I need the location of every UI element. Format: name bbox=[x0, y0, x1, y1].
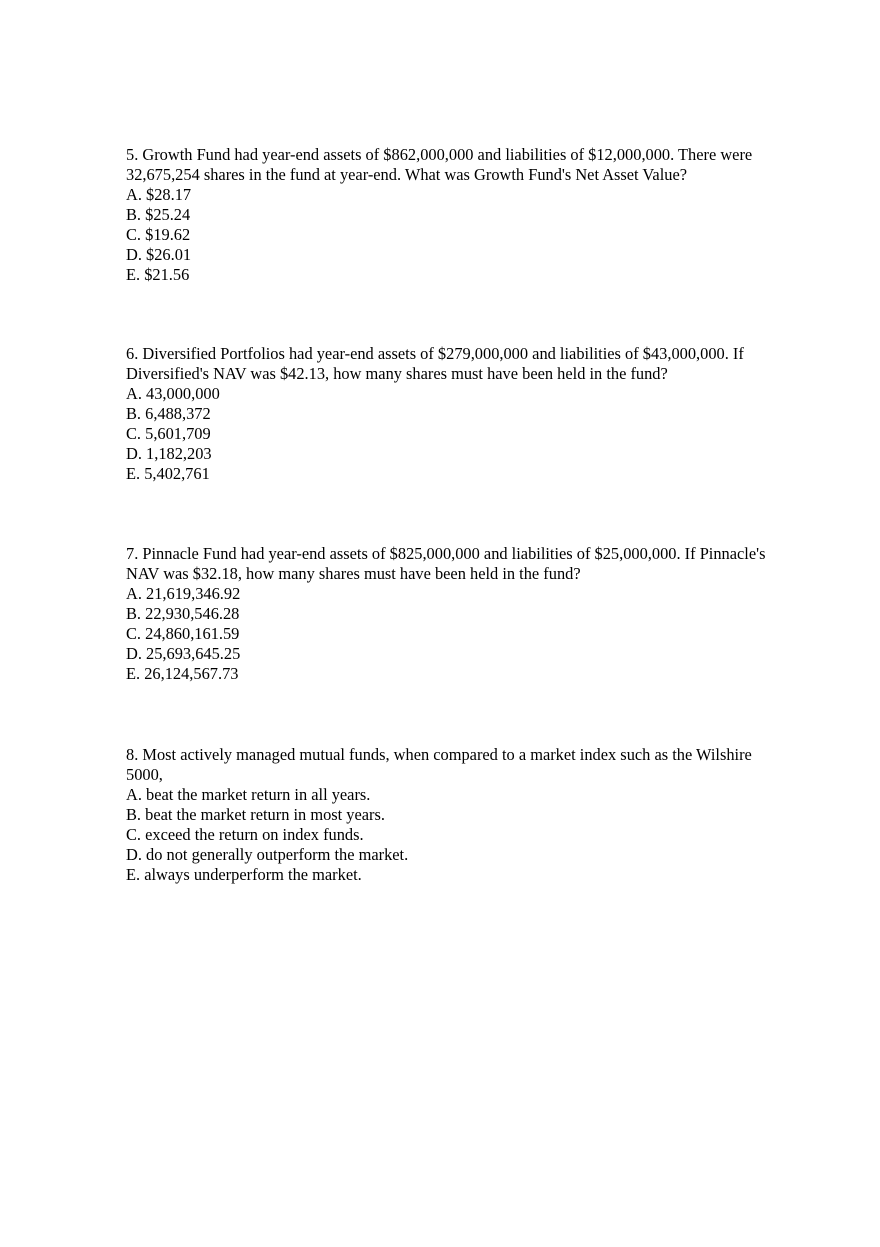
answer-option-c: C. $19.62 bbox=[126, 225, 191, 244]
question-text: 8. Most actively managed mutual funds, when compared to a market index such as the Wilshire 5000, bbox=[126, 745, 752, 784]
answer-option-d: D. 25,693,645.25 bbox=[126, 644, 241, 663]
answer-option-e: E. always underperform the market. bbox=[126, 865, 362, 884]
answer-option-e: E. 26,124,567.73 bbox=[126, 664, 239, 683]
answer-option-e: E. 5,402,761 bbox=[126, 464, 210, 483]
question-text: 7. Pinnacle Fund had year-end assets of $825,000,000 and liabilities of $25,000,000. If Pinnacle's NAV was $32.18, how many shares must have been held in the fund? bbox=[126, 544, 766, 583]
answer-option-b: B. beat the market return in most years. bbox=[126, 805, 385, 824]
question-text: 5. Growth Fund had year-end assets of $862,000,000 and liabilities of $12,000,000. There were 32,675,254 shares in the fund at year-end. What was Growth Fund's Net Asset Value? bbox=[126, 145, 753, 184]
answer-option-d: D. $26.01 bbox=[126, 245, 192, 264]
answer-option-c: C. 24,860,161.59 bbox=[126, 624, 240, 643]
answer-option-a: A. beat the market return in all years. bbox=[126, 785, 371, 804]
answer-option-b: B. 22,930,546.28 bbox=[126, 604, 240, 623]
answer-option-b: B. 6,488,372 bbox=[126, 404, 211, 423]
answer-option-a: A. 43,000,000 bbox=[126, 384, 220, 403]
answer-option-d: D. 1,182,203 bbox=[126, 444, 212, 463]
question-text: 6. Diversified Portfolios had year-end assets of $279,000,000 and liabilities of $43,000,000. If Diversified's NAV was $42.13, how many shares must have been held in the fund? bbox=[126, 344, 744, 383]
answer-option-c: C. exceed the return on index funds. bbox=[126, 825, 364, 844]
answer-option-a: A. 21,619,346.92 bbox=[126, 584, 241, 603]
question-5 bbox=[126, 145, 786, 285]
answer-option-a: A. $28.17 bbox=[126, 185, 192, 204]
question-8 bbox=[126, 745, 786, 885]
answer-option-b: B. $25.24 bbox=[126, 205, 191, 224]
question-7 bbox=[126, 544, 786, 684]
question-6 bbox=[126, 344, 786, 484]
answer-option-c: C. 5,601,709 bbox=[126, 424, 211, 443]
answer-option-d: D. do not generally outperform the market. bbox=[126, 845, 409, 864]
answer-option-e: E. $21.56 bbox=[126, 265, 190, 284]
